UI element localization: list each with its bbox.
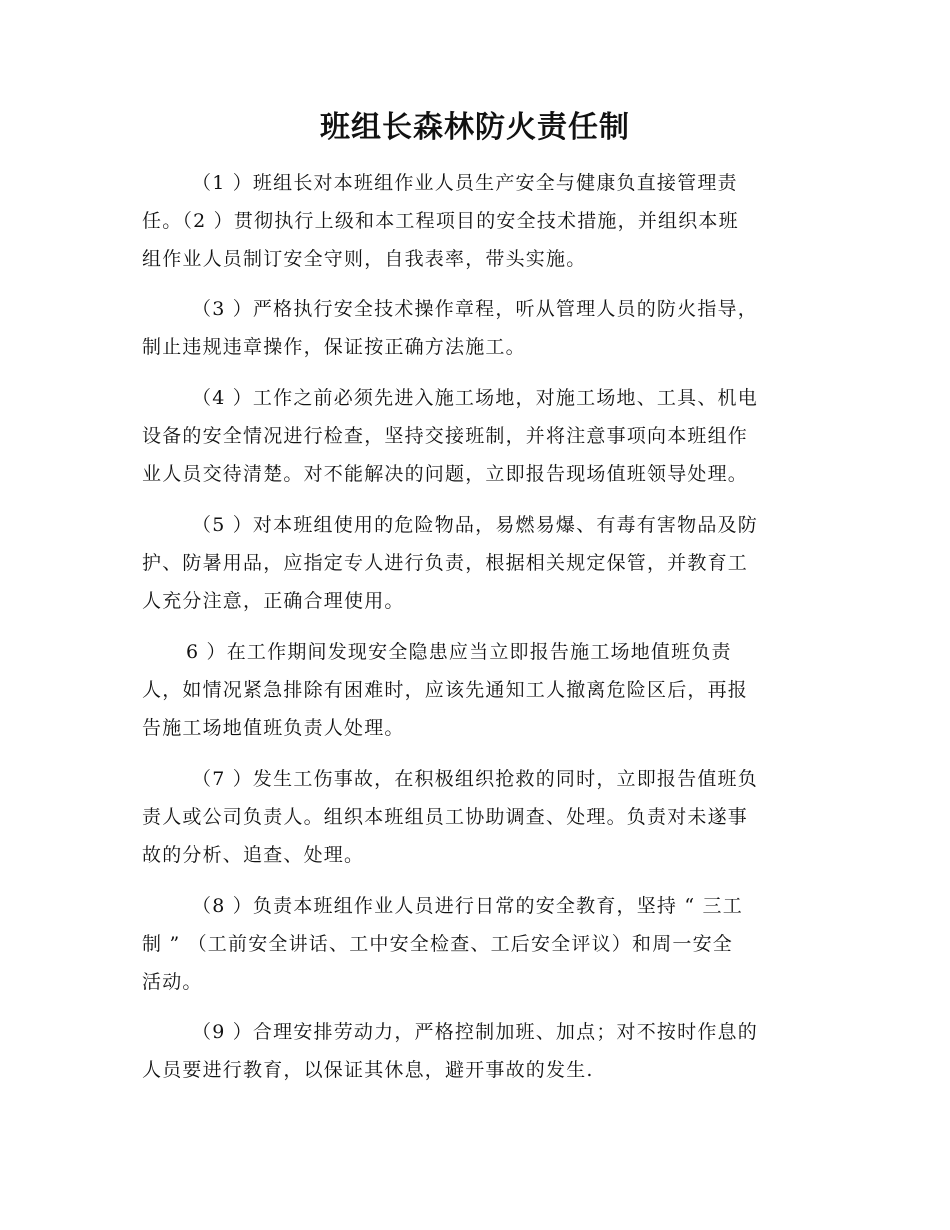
paragraph-line: 设备的安全情况进行检查，坚持交接班制，并将注意事项向本班组作 [142,425,749,447]
paragraph-4 [142,506,797,620]
paragraph-7 [142,887,797,1001]
paragraph-line: 制 ” （工前安全讲话、工中安全检查、工后安全评议）和周一安全 [142,933,733,955]
paragraph-line: 任。（2 ）贯彻执行上级和本工程项目的安全技术措施，并组织本班 [142,210,739,232]
document-title: 班组长森林防火责任制 [320,110,630,145]
paragraph-line: 组作业人员制订安全守则，自我表率，带头实施。 [142,248,587,270]
paragraph-6 [142,760,797,874]
paragraph-line: 故的分析、追查、处理。 [142,844,365,866]
paragraph-line: （8 ）负责本班组作业人员进行日常的安全教育，坚持 “ 三工 [192,895,743,917]
paragraph-line: （3 ）严格执行安全技术操作章程，听从管理人员的防火指导， [192,298,758,320]
paragraph-1 [142,164,797,278]
paragraph-line: 责人或公司负责人。组织本班组员工协助调查、处理。负责对未遂事 [142,806,749,828]
paragraph-line: 人员要进行教育，以保证其休息，避开事故的发生. [142,1059,594,1081]
paragraph-line: 业人员交待清楚。对不能解决的问题，立即报告现场值班领导处理。 [142,463,749,485]
paragraph-line: （1 ）班组长对本班组作业人员生产安全与健康负直接管理责 [192,172,738,194]
paragraph-line: 人，如情况紧急排除有困难时，应该先通知工人撤离危险区后，再报 [142,679,749,701]
paragraph-5 [142,633,797,747]
paragraph-line: 人充分注意，正确合理使用。 [142,590,405,612]
paragraph-2 [142,290,797,366]
paragraph-line: 制止违规违章操作，保证按正确方法施工。 [142,336,526,358]
paragraph-line: 告施工场地值班负责人处理。 [142,717,405,739]
paragraph-line: （7 ）发生工伤事故，在积极组织抢救的同时，立即报告值班负 [192,768,758,790]
paragraph-line: 护、防暑用品，应指定专人进行负责，根据相关规定保管，并教育工 [142,552,749,574]
paragraph-line: （5 ）对本班组使用的危险物品，易燃易爆、有毒有害物品及防 [192,514,758,536]
paragraph-line: （9 ）合理安排劳动力，严格控制加班、加点；对不按时作息的 [192,1021,758,1043]
paragraph-8 [142,1013,797,1089]
paragraph-line: 6 ）在工作期间发现安全隐患应当立即报告施工场地值班负责 [186,641,732,663]
paragraph-line: 活动。 [142,971,203,993]
paragraph-3 [142,379,797,493]
paragraph-line: （4 ）工作之前必须先进入施工场地，对施工场地、工具、机电 [192,387,758,409]
